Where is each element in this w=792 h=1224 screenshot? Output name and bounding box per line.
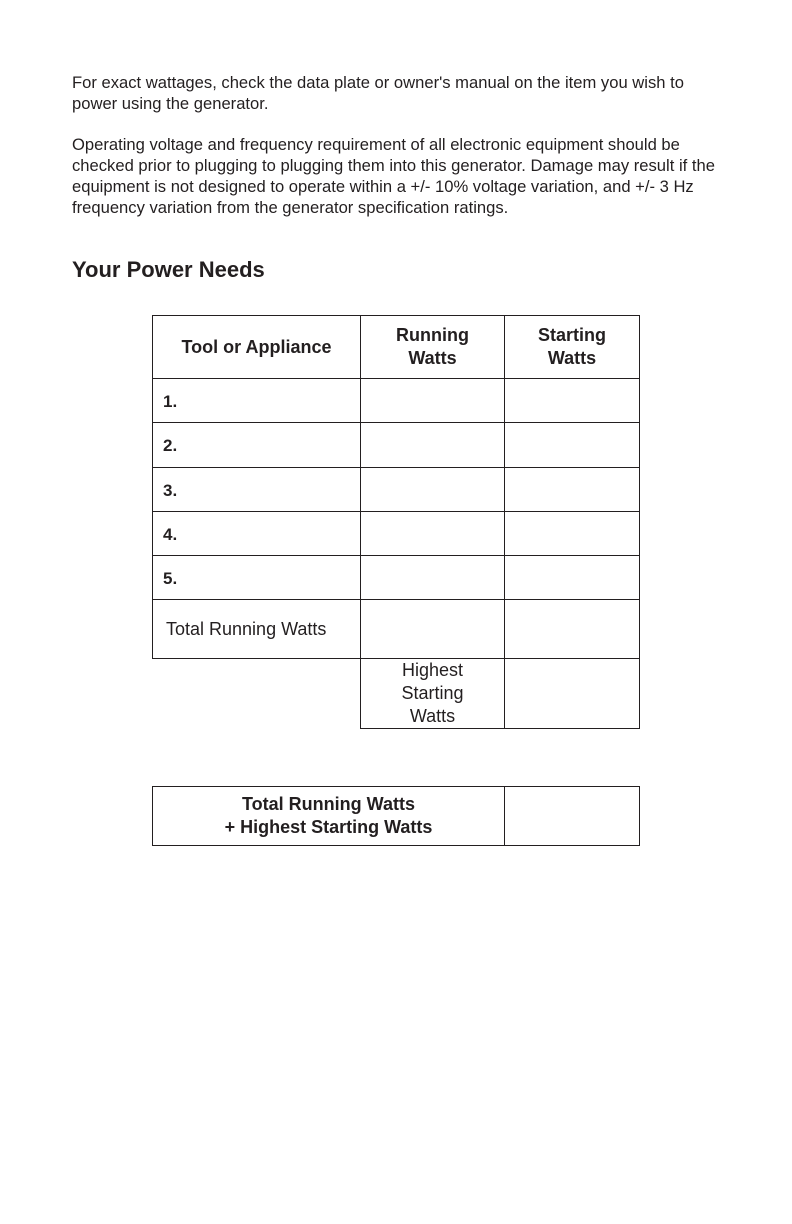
header-tool-or-appliance <box>152 315 361 379</box>
header-starting-watts <box>504 315 640 379</box>
header-starting-line1: Starting <box>537 325 606 345</box>
header-starting-line2: Watts <box>547 348 597 368</box>
running-watts-entry-5[interactable] <box>360 555 505 600</box>
starting-watts-entry-5[interactable] <box>504 555 640 600</box>
starting-watts-entry-4[interactable] <box>504 511 640 556</box>
total-running-watts-entry[interactable] <box>360 599 505 659</box>
row-label-4 <box>152 511 361 556</box>
highest-starting-watts-entry[interactable] <box>504 658 640 729</box>
total-running-watts-label <box>152 599 361 659</box>
starting-watts-entry-1[interactable] <box>504 378 640 423</box>
summary-total-entry[interactable] <box>504 786 640 846</box>
row-label-1 <box>152 378 361 423</box>
intro-paragraph-1: For exact wattages, check the data plate or owner's manual on the item you wish to power using the generator. <box>72 73 684 113</box>
row-number: 5. <box>163 568 178 588</box>
header-tool-label: Tool or Appliance <box>181 336 332 357</box>
summary-line2: + Highest Starting Watts <box>224 817 433 837</box>
intro-paragraph-2: Operating voltage and frequency requirement of all electronic equipment should be checked prior to plugging to plugging them into this generator. Damage may result if the equipment is not designed to operate within a +/- 10% voltage variation, and +/- 3 Hz frequency variation from the generator specification ratings. <box>72 135 715 217</box>
highest-starting-watts-label <box>360 658 505 729</box>
row-number: 2. <box>163 436 178 455</box>
total-running-watts-blank <box>504 599 640 659</box>
header-running-line2: Watts <box>408 348 457 368</box>
highest-starting-line2: Starting <box>401 683 464 703</box>
row-label-5 <box>152 555 361 600</box>
header-running-watts <box>360 315 505 379</box>
header-running-line1: Running <box>396 325 469 345</box>
starting-watts-entry-3[interactable] <box>504 467 640 512</box>
total-running-watts-text: Total Running Watts <box>166 618 327 639</box>
summary-label <box>152 786 505 846</box>
running-watts-entry-3[interactable] <box>360 467 505 512</box>
section-title: Your Power Needs <box>72 257 265 282</box>
row-label-3 <box>152 467 361 512</box>
running-watts-entry-1[interactable] <box>360 378 505 423</box>
row-number: 1. <box>163 391 178 411</box>
row-number: 3. <box>163 480 178 500</box>
row-label-2 <box>152 422 361 468</box>
highest-starting-line1: Highest <box>401 660 464 680</box>
running-watts-entry-4[interactable] <box>360 511 505 556</box>
running-watts-entry-2[interactable] <box>360 422 505 468</box>
summary-line1: Total Running Watts <box>242 794 415 814</box>
highest-starting-line3: Watts <box>409 706 456 726</box>
starting-watts-entry-2[interactable] <box>504 422 640 468</box>
row-number: 4. <box>163 524 178 544</box>
